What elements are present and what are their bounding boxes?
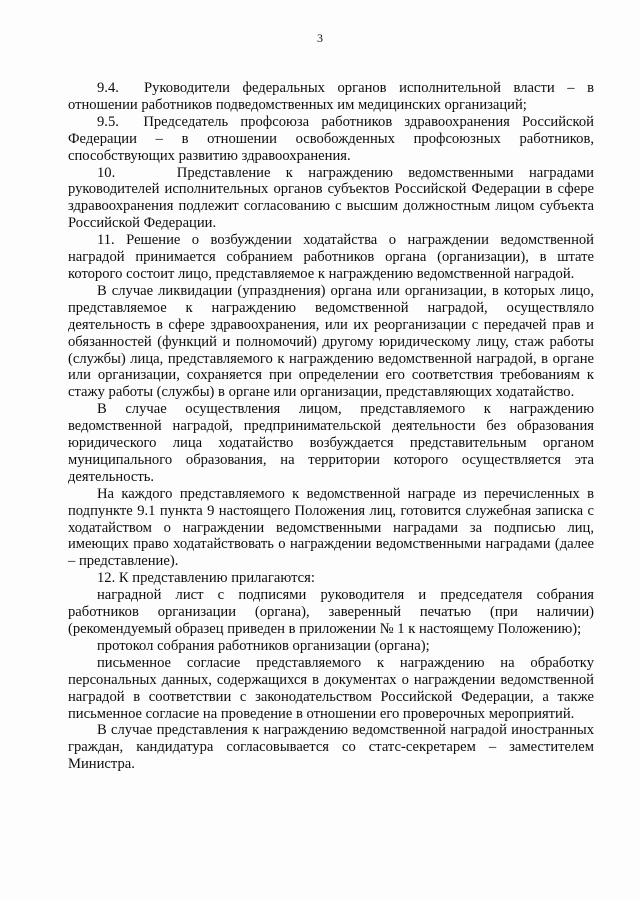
document-body bbox=[68, 80, 594, 773]
paragraph-service-note: На каждого представляемого к ведомственной награде из перечисленных в подпункте 9.1 пункта 9 настоящего Положения лиц, готовится служебная записка с ходатайством о награждении ведомственными наградами за подписью лиц, имеющих право ходатайствовать о награждении ведомственными наградами (далее – представление). bbox=[68, 485, 594, 570]
list-item-protocol: протокол собрания работников организации (органа); bbox=[97, 637, 430, 654]
list-item-award-sheet: наградной лист с подписями руководителя и председателя собрания работников организации (органа), заверенный печатью (при наличии) (рекомендуемый образец приведен в приложении № 1 к настоящему Положению); bbox=[68, 587, 594, 637]
paragraph-9-4: 9.4. Руководители федеральных органов исполнительной власти – в отношении работников подведомственных им медицинских организаций; bbox=[68, 80, 594, 113]
paragraph-entrepreneur: В случае осуществления лицом, представляемого к награждению ведомственной наградой, предпринимательской деятельности без образования юридического лица ходатайство возбуждается представительным органом муниципального образования, на территории которого осуществляется эта деятельность. bbox=[68, 401, 594, 485]
paragraph-10: 10. Представление к награждению ведомственными наградами руководителей исполнительных органов субъектов Российской Федерации в сфере здравоохранения подлежит согласованию с высшим должностным лицом субъекта Российской Федерации. bbox=[68, 164, 594, 232]
list-item-consent: письменное согласие представляемого к награждению на обработку персональных данных, содержащихся в документах о награждении ведомственной наградой в соответствии с законодательством Российской Федерации, а также письменное согласие на проведение в отношении его проверочных мероприятий. bbox=[68, 654, 594, 722]
paragraph-foreign-citizens: В случае представления к награждению ведомственной наградой иностранных граждан, кандидатура согласовывается со статс-секретарем – заместителем Министра. bbox=[68, 722, 594, 773]
paragraph-11: 11. Решение о возбуждении ходатайства о награждении ведомственной наградой принимается собранием работников органа (организации), в штате которого состоит лицо, представляемое к награждению ведомственной наградой. bbox=[68, 232, 594, 282]
paragraph-9-5: 9.5. Председатель профсоюза работников здравоохранения Российской Федерации – в отношении освобожденных профсоюзных работников, способствующих развитию здравоохранения. bbox=[68, 113, 594, 164]
paragraph-12: 12. К представлению прилагаются: bbox=[97, 570, 315, 587]
paragraph-liquidation: В случае ликвидации (упразднения) органа или организации, в которых лицо, представляемое к награждению ведомственной наградой, осуществляло деятельность в сфере здравоохранения, или их реорганизации с передачей прав и обязанностей (функций и полномочий) другому юридическому лицу, стаж работы (службы) лица, представляемого к награждению ведомственной наградой, в органе или организации, сохраняется при определении его соответствия требованиям к стажу работы (службы) в органе или организации, представляющих ходатайство. bbox=[68, 282, 594, 401]
page-number: 3 bbox=[317, 31, 323, 45]
